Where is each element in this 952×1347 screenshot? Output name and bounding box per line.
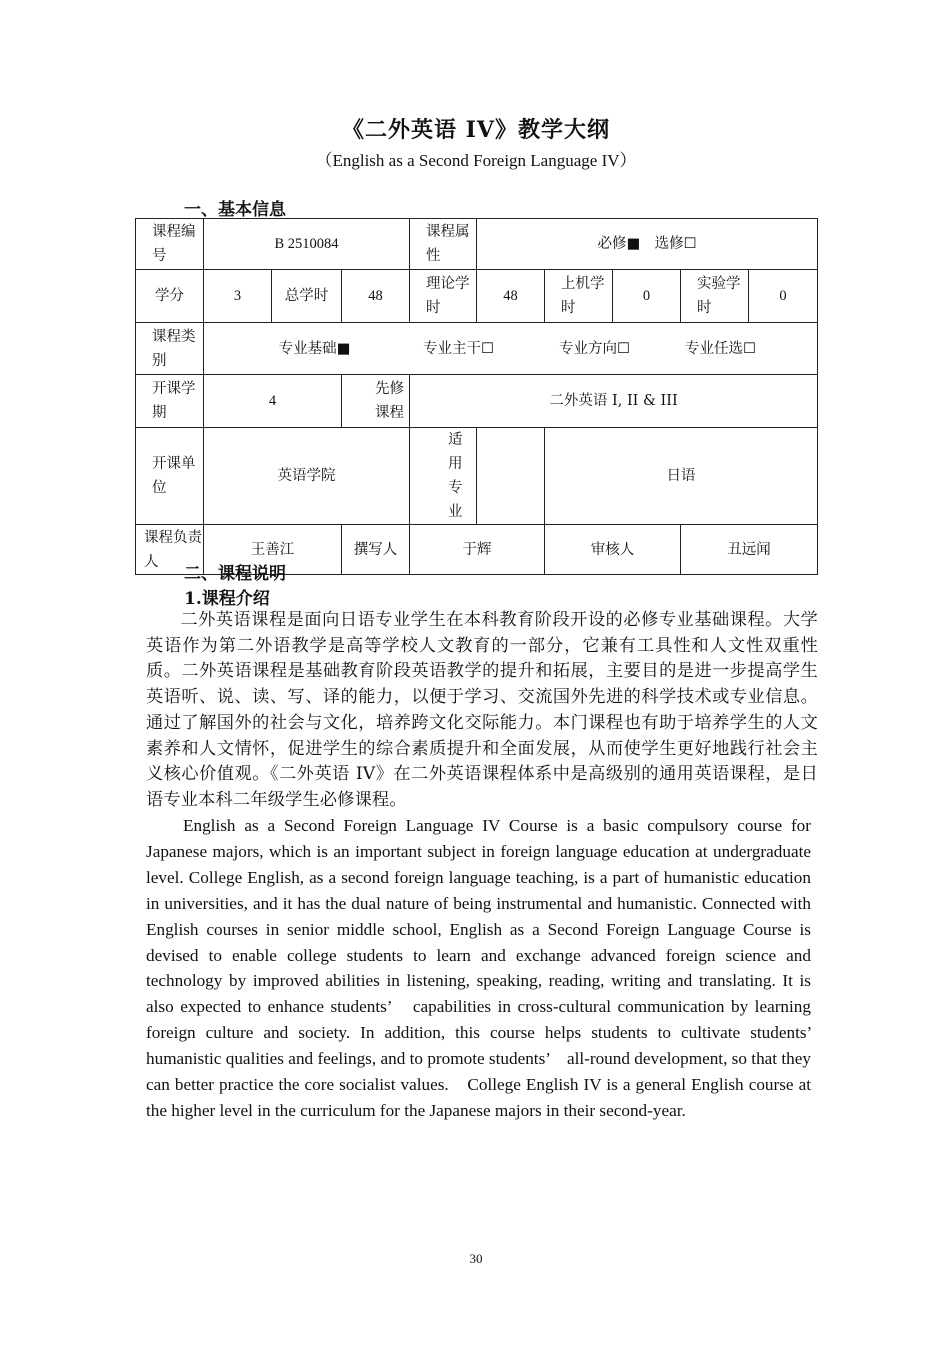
table-row	[136, 270, 818, 323]
department-label: 开课单位	[136, 428, 204, 525]
theory-hours-value: 48	[477, 270, 545, 323]
writer-label: 撰写人	[342, 525, 410, 575]
writer-value: 于辉	[410, 525, 545, 575]
course-code-label: 课程编号	[136, 219, 204, 270]
total-hours-value: 48	[342, 270, 410, 323]
subsection-heading: 1.课程介绍	[184, 589, 270, 609]
reviewer-value: 丑远闻	[681, 525, 818, 575]
document-subtitle: （English as a Second Foreign Language IV）	[315, 151, 637, 170]
course-category-label: 课程类别	[136, 323, 204, 375]
course-intro-chinese: 二外英语课程是面向日语专业学生在本科教育阶段开设的必修专业基础课程。大学英语作为第二外语教学是高等学校人文教育的一部分，它兼有工具性和人文性双重性质。二外英语课程是基础教育阶段英语教学的提升和拓展，主要目的是进一步提高学生英语听、说、读、写、译的能力，以便于学习、交流国外先进的科学技术或专业信息。通过了解国外的社会与文化，培养跨文化交际能力。本门课程也有助于培养学生的人文素养和人文情怀，促进学生的综合素质提升和全面发展，从而使学生更好地践行社会主义核心价值观。《二外英语 IV》在二外英语课程体系中是高级别的通用英语课程，是日语专业本科二年级学生必修课程。	[146, 610, 818, 810]
major-label: 适用专业	[410, 428, 477, 525]
course-attribute-value: 必修■ 选修☐	[477, 219, 818, 270]
course-attribute-label: 课程属性	[410, 219, 477, 270]
major-value: 日语	[545, 428, 818, 525]
section2-heading: 二、课程说明	[184, 564, 286, 584]
semester-label: 开课学期	[136, 375, 204, 428]
lab-hours-value: 0	[749, 270, 818, 323]
course-lead-label: 课程负责人	[136, 525, 204, 575]
lab-hours-label: 实验学时	[681, 270, 749, 323]
section1-heading: 一、基本信息	[184, 200, 286, 220]
course-category-options	[204, 323, 818, 375]
credit-label: 学分	[136, 270, 204, 323]
course-intro-english: English as a Second Foreign Language IV Course is a basic compulsory course for Japanese majors, which is an important subject in foreign language education at undergraduate level. College English, as a second foreign language teaching, is a part of humanistic education in universities, and it has the dual nature of being instrumental and humanistic. Connected with English courses in senior middle school, English as a Second Foreign Language Course is devised to enable college students to learn and exchange advanced foreign science and technology by improved abilities in listening, speaking, reading, writing and translating. It is also expected to enhance students’ capabilities in cross-cultural communication by learning foreign culture and society. In addition, this course helps students to cultivate students’ humanistic qualities and feelings, and to promote students’ all-round development, so that they can better practice the core socialist values. College English IV is a general English course at the higher level in the curriculum for the Japanese majors in their second-year.	[146, 816, 829, 1120]
reviewer-label: 审核人	[545, 525, 681, 575]
category-option: 专业主干☐	[423, 340, 495, 357]
computer-hours-value: 0	[613, 270, 681, 323]
page-number: 30	[469, 1251, 483, 1266]
department-value: 英语学院	[204, 428, 410, 525]
document-title: 《二外英语 IV》教学大纲	[341, 117, 611, 143]
credit-value: 3	[204, 270, 272, 323]
category-option: 专业方向☐	[559, 340, 631, 357]
category-option: 专业基础■	[278, 340, 351, 357]
table-row	[136, 219, 818, 270]
major-spacer	[477, 428, 545, 525]
computer-hours-label: 上机学时	[545, 270, 613, 323]
basic-info-table	[135, 218, 818, 575]
total-hours-label: 总学时	[272, 270, 342, 323]
course-lead-value: 王善江	[204, 525, 342, 575]
theory-hours-label: 理论学时	[410, 270, 477, 323]
category-option: 专业任选☐	[685, 340, 757, 357]
semester-value: 4	[204, 375, 342, 428]
table-row	[136, 323, 818, 375]
course-code-value: B 2510084	[204, 219, 410, 270]
prerequisite-value: 二外英语 I, II & III	[410, 375, 818, 428]
table-row	[136, 428, 818, 525]
table-row	[136, 375, 818, 428]
prerequisite-label: 先修课程	[342, 375, 410, 428]
